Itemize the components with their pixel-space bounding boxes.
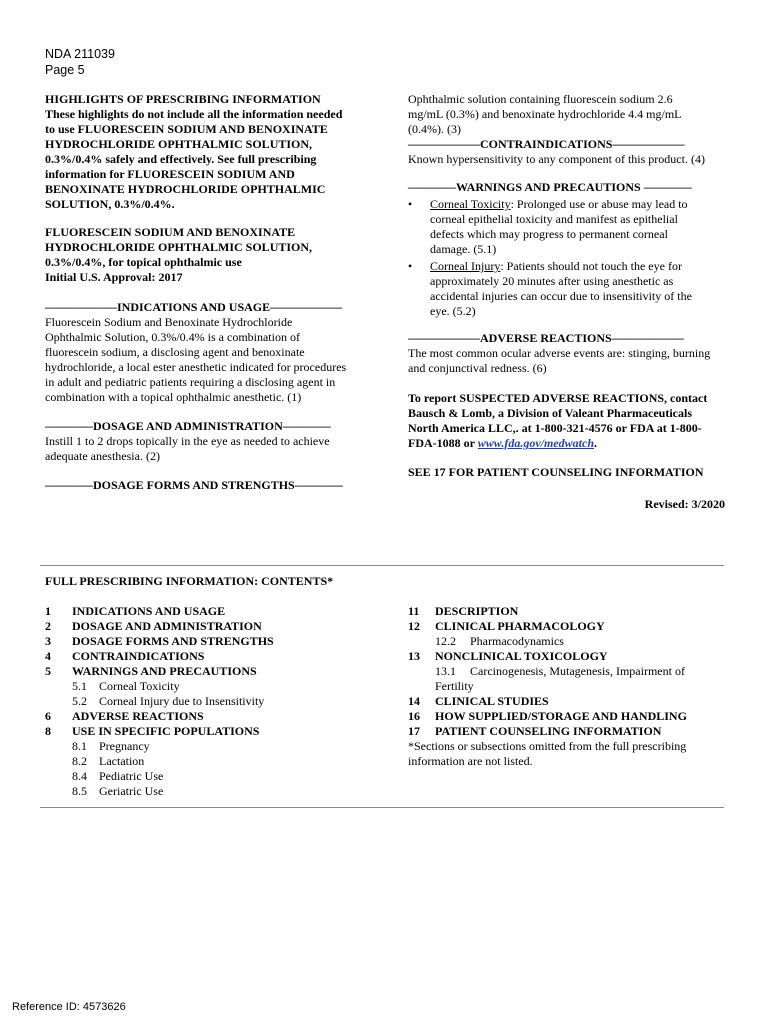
page-number: Page 5 <box>45 62 85 77</box>
warning-title: Corneal Toxicity <box>430 197 511 211</box>
indications-section <box>45 300 365 405</box>
dosage-forms-text: Ophthalmic solution containing fluorescein sodium 2.6 <box>408 92 673 106</box>
divider <box>40 807 724 808</box>
dosage-text: adequate anesthesia. (2) <box>45 449 160 463</box>
toc-item[interactable]: 1 INDICATIONS AND USAGE <box>45 604 226 618</box>
toc-item[interactable]: 3 DOSAGE FORMS AND STRENGTHS <box>45 634 274 648</box>
fpi-contents-title <box>45 574 333 589</box>
indications-text: Fluorescein Sodium and Benoxinate Hydrochloride <box>45 315 293 329</box>
indications-text: combination with a topical ophthalmic anesthetic. (1) <box>45 390 302 404</box>
warning-text: accidental injuries can occur due to insensitivity of the <box>430 289 692 303</box>
warning-text: : Patients should not touch the eye for <box>500 259 682 273</box>
indications-text: hydrochloride, a local ester anesthetic indicated for procedures <box>45 360 347 374</box>
initial-approval: Initial U.S. Approval: 2017 <box>45 270 183 284</box>
toc-item[interactable]: 2 DOSAGE AND ADMINISTRATION <box>45 619 262 633</box>
toc-subitem[interactable]: 5.2 Corneal Injury due to Insensitivity <box>72 694 265 708</box>
bullet-icon: • <box>408 259 413 273</box>
product-name: HYDROCHLORIDE OPHTHALMIC SOLUTION, <box>45 240 313 254</box>
contraindications-heading: ——————CONTRAINDICATIONS—————— <box>408 137 685 151</box>
nda-number: NDA 211039 <box>45 47 115 61</box>
contraindications-text: Known hypersensitivity to any component of this product. (4) <box>408 152 705 166</box>
revised-date <box>408 497 725 512</box>
report-text: North America LLC,. at 1-800-321-4576 or FDA at 1-800- <box>408 421 702 435</box>
indications-text: in adult and pediatric patients requiring a disclosing agent in <box>45 375 336 389</box>
toc-right <box>408 604 728 769</box>
toc-subitem[interactable]: 8.1 Pregnancy <box>72 739 150 753</box>
dosage-forms-heading-block <box>45 478 365 493</box>
toc-subitem[interactable]: 5.1 Corneal Toxicity <box>72 679 180 693</box>
warning-text: defects which may progress to permanent corneal <box>430 227 668 241</box>
toc-item[interactable]: 14 CLINICAL STUDIES <box>408 694 549 708</box>
toc-item[interactable]: 5 WARNINGS AND PRECAUTIONS <box>45 664 257 678</box>
toc-subitem[interactable]: 13.1 Carcinogenesis, Mutagenesis, Impairment of <box>435 664 685 678</box>
toc-item[interactable]: 11 DESCRIPTION <box>408 604 519 618</box>
dosage-forms-section <box>408 92 728 167</box>
warning-text: corneal epithelial toxicity and manifest as epithelial <box>430 212 678 226</box>
highlights-block <box>45 92 365 212</box>
report-text: Bausch & Lomb, a Division of Valeant Pharmaceuticals <box>408 406 693 420</box>
toc-subitem[interactable]: 8.2 Lactation <box>72 754 145 768</box>
adverse-section <box>408 331 728 376</box>
highlights-text: BENOXINATE HYDROCHLORIDE OPHTHALMIC <box>45 182 326 196</box>
product-title-block <box>45 225 365 285</box>
warnings-section <box>408 180 728 319</box>
product-route: 0.3%/0.4%, for topical ophthalmic use <box>45 255 242 269</box>
dosage-forms-heading: ————DOSAGE FORMS AND STRENGTHS———— <box>45 478 343 492</box>
dosage-text: Instill 1 to 2 drops topically in the eye as needed to achieve <box>45 434 330 448</box>
highlights-text: HYDROCHLORIDE OPHTHALMIC SOLUTION, <box>45 137 313 151</box>
reference-id-text: Reference ID: 4573626 <box>12 1001 126 1013</box>
dosage-forms-text: mg/mL (0.3%) and benoxinate hydrochloride 4.4 mg/mL <box>408 107 682 121</box>
medwatch-link[interactable]: www.fda.gov/medwatch <box>477 436 595 450</box>
warning-text: eye. (5.2) <box>430 304 476 318</box>
toc-item[interactable]: 12 CLINICAL PHARMACOLOGY <box>408 619 605 633</box>
bullet-icon: • <box>408 197 413 211</box>
toc-subitem-continued: Fertility <box>435 679 474 693</box>
page-header <box>45 47 115 78</box>
report-text: . <box>594 436 598 450</box>
toc-item[interactable]: 8 USE IN SPECIFIC POPULATIONS <box>45 724 260 738</box>
warning-text: approximately 20 minutes after using anesthetic as <box>430 274 674 288</box>
dosage-section <box>45 419 365 464</box>
report-text: FDA-1088 or <box>408 436 478 450</box>
warning-item-corneal-injury <box>408 259 728 319</box>
warning-item-corneal-toxicity <box>408 197 728 257</box>
indications-text: Ophthalmic Solution, 0.3%/0.4% is a combination of <box>45 330 300 344</box>
highlights-text: These highlights do not include all the information needed <box>45 107 343 121</box>
toc-item[interactable]: 6 ADVERSE REACTIONS <box>45 709 204 723</box>
warning-text: : Prolonged use or abuse may lead to <box>510 197 688 211</box>
indications-heading: ——————INDICATIONS AND USAGE—————— <box>45 300 343 314</box>
see-17-text: SEE 17 FOR PATIENT COUNSELING INFORMATION <box>408 465 704 479</box>
highlights-text: 0.3%/0.4% safely and effectively. See full prescribing <box>45 152 317 166</box>
warning-text: damage. (5.1) <box>430 242 497 256</box>
toc-footnote: information are not listed. <box>408 754 533 768</box>
divider <box>40 565 724 566</box>
adverse-text: The most common ocular adverse events are: stinging, burning <box>408 346 711 360</box>
toc-footnote: *Sections or subsections omitted from the full prescribing <box>408 739 687 753</box>
toc-subitem[interactable]: 8.5 Geriatric Use <box>72 784 164 798</box>
toc-left <box>45 604 395 799</box>
reference-id <box>12 1001 126 1013</box>
product-name: FLUORESCEIN SODIUM AND BENOXINATE <box>45 225 296 239</box>
toc-item[interactable]: 17 PATIENT COUNSELING INFORMATION <box>408 724 662 738</box>
adverse-heading: ——————ADVERSE REACTIONS—————— <box>408 331 684 345</box>
see-17-note <box>408 465 728 480</box>
report-section <box>408 391 728 451</box>
toc-item[interactable]: 16 HOW SUPPLIED/STORAGE AND HANDLING <box>408 709 687 723</box>
report-text: To report SUSPECTED ADVERSE REACTIONS, contact <box>408 391 708 405</box>
highlights-text: information for FLUORESCEIN SODIUM AND <box>45 167 295 181</box>
toc-item[interactable]: 13 NONCLINICAL TOXICOLOGY <box>408 649 608 663</box>
highlights-title: HIGHLIGHTS OF PRESCRIBING INFORMATION <box>45 92 321 106</box>
toc-subitem[interactable]: 8.4 Pediatric Use <box>72 769 164 783</box>
indications-text: fluorescein sodium, a disclosing agent and benoxinate <box>45 345 305 359</box>
warnings-heading: ————WARNINGS AND PRECAUTIONS ———— <box>408 180 692 194</box>
toc-subitem[interactable]: 12.2 Pharmacodynamics <box>435 634 564 648</box>
highlights-text: to use FLUORESCEIN SODIUM AND BENOXINATE <box>45 122 328 136</box>
adverse-text: and conjunctival redness. (6) <box>408 361 547 375</box>
fpi-title-text: FULL PRESCRIBING INFORMATION: CONTENTS* <box>45 574 334 588</box>
highlights-text: SOLUTION, 0.3%/0.4%. <box>45 197 175 211</box>
warning-title: Corneal Injury <box>430 259 501 273</box>
dosage-forms-text: (0.4%). (3) <box>408 122 461 136</box>
dosage-heading: ————DOSAGE AND ADMINISTRATION———— <box>45 419 331 433</box>
toc-item[interactable]: 4 CONTRAINDICATIONS <box>45 649 205 663</box>
revised-text: Revised: 3/2020 <box>644 497 725 511</box>
